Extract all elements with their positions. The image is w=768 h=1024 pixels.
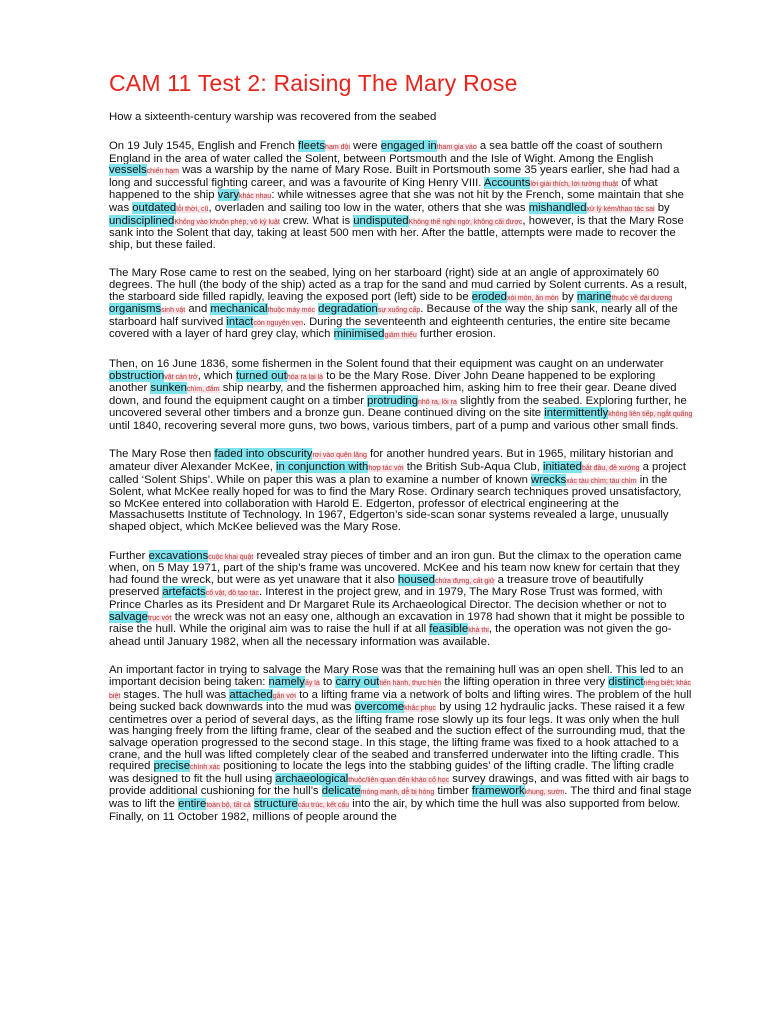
body-text: , overladen and sailing too low in the water, others that she was	[208, 201, 529, 214]
body-text: Then, on 16 June 1836, some fishermen in the Solent found that their equipment was caught on an underwater	[109, 357, 664, 370]
body-text: to a lifting frame via a network of bolts and lifting wires. The problem of the hull being sucked back downwards into the mud was	[109, 688, 692, 714]
body-text: . Because of the way the ship sank, nearly all of the starboard half survived	[109, 303, 678, 328]
body-text: The Mary Rose then	[109, 448, 215, 461]
highlighted-term: minimised	[333, 328, 385, 341]
body-text: On 19 July 1545, English and French	[109, 140, 299, 152]
body-text: the British Sub-Aqua Club,	[403, 461, 543, 474]
term-gloss: thuộc về đại dương	[611, 294, 673, 302]
page-subtitle: How a sixteenth-century warship was recovered from the seabed	[109, 111, 437, 123]
highlighted-term: overcome	[354, 701, 405, 714]
term-gloss: lời giải thích, lời tường thuật	[530, 180, 619, 188]
term-gloss: hạm đội	[325, 144, 350, 151]
term-gloss: giảm thiểu	[384, 332, 417, 340]
body-text: a treasure trove of beautifully preserved	[109, 573, 644, 599]
term-gloss: cuộc khai quật	[208, 553, 254, 561]
term-gloss: khắc phục	[404, 705, 437, 713]
body-text: by using 12 hydraulic jacks. These raised it a few centimetres over a period of several days, as the lifting frame rose slowly up its four legs. It was only when the hull was hanging freely from the lifting frame, clear of the seabed and the suction effect of the surrounding mud, that the salvage operation progressed to the second stage. In this stage, the lifting frame was fixed to a hook attached to a crane, and the hull was lifted completely clear of the seabed and transferred underwater into the lifting cradle. This required	[109, 701, 686, 773]
term-gloss: không liên tiếp, ngắt quãng	[608, 411, 693, 419]
body-text: . During the seventeenth and eighteenth centuries, the entire site became covered with a layer of hard grey clay, which	[109, 315, 671, 341]
paragraph	[109, 551, 695, 649]
term-gloss: vật cản trở	[164, 373, 198, 381]
highlighted-term: entire	[178, 797, 207, 810]
highlighted-term: undisputed	[353, 214, 409, 227]
body-text: further erosion.	[416, 328, 496, 341]
term-gloss: khả thi	[468, 627, 489, 635]
term-gloss: khung, sườn	[524, 789, 565, 797]
highlighted-term: turned out	[235, 369, 287, 382]
term-gloss: sinh vật	[161, 307, 186, 315]
document-page	[109, 70, 695, 840]
term-gloss: thuộc máy móc	[267, 307, 316, 315]
body-text: crew. What is	[279, 214, 354, 227]
term-gloss: cổ vật, đồ tạo tác	[205, 590, 260, 598]
body-text: Further	[109, 549, 149, 562]
highlighted-term: wrecks	[530, 473, 567, 486]
body-text: . Interest in the project grew, and in 1979, The Mary Rose Trust was formed, with Prince Charles as its President and Dr Margaret Rule its Archaeological Director. The decision whether or not to	[109, 586, 667, 611]
page-title: CAM 11 Test 2: Raising The Mary Rose	[109, 70, 518, 96]
highlighted-term: structure	[253, 797, 298, 810]
paragraph	[109, 665, 695, 823]
body-text: the wreck was not an easy one, although an excavation in 1978 had shown that it might be possible to raise the hull. While the original aim was to raise the hull if at all	[109, 610, 685, 636]
highlighted-term: undisciplined	[109, 214, 175, 227]
highlighted-term: namely	[268, 675, 305, 688]
article-body	[109, 141, 695, 823]
body-text: The Mary Rose came to rest on the seabed, lying on her starboard (right) side at an angle of approximately 60 degrees. The hull (the body of the ship) acted as a trap for the sand and mud carried by Solent currents. As a result, the starboard side filled rapidly, leaving the exposed port (left) side to be	[109, 267, 688, 303]
highlighted-term: excavations	[148, 549, 209, 562]
highlighted-term: engaged in	[380, 140, 437, 152]
term-gloss: xói mòn, ăn mòn	[506, 294, 559, 302]
term-gloss: lỗi thời, cũ	[176, 205, 209, 213]
paragraph	[109, 359, 695, 433]
term-gloss: hóa ra lại là	[286, 373, 324, 381]
paragraph	[109, 268, 695, 342]
highlighted-term: in conjunction with	[276, 461, 369, 474]
term-gloss: hợp tác với	[368, 465, 404, 473]
term-gloss: chính xác	[190, 764, 220, 772]
body-text: a project called ‘Solent Ships’. While on paper this was a plan to examine a number of known	[109, 461, 686, 486]
body-text: revealed stray pieces of timber and an iron gun. But the climax to the operation came when, on 5 May 1971, part of the ship’s frame was uncovered. McKee and his team now knew for certain that they had found the wreck, but were as yet unaware that it also	[109, 549, 682, 586]
term-gloss: bắt đầu, đề xướng	[581, 465, 640, 473]
highlighted-term: faded into obscurity	[214, 448, 313, 461]
body-text: and	[185, 303, 211, 316]
term-gloss: ấy là	[304, 679, 320, 687]
term-gloss: khác nhau	[239, 193, 272, 201]
term-gloss: riêng biệt; khác biệt	[109, 679, 691, 700]
body-text: for another hundred years. But in 1965, military historian and amateur diver Alexander McKee,	[109, 448, 674, 474]
highlighted-term: attached	[229, 688, 273, 701]
highlighted-term: intact	[226, 315, 254, 328]
body-text: stages. The hull was	[120, 688, 230, 701]
highlighted-term: delicate	[321, 785, 361, 798]
body-text: timber	[434, 785, 472, 798]
highlighted-term: feasible	[429, 623, 469, 636]
highlighted-term: housed	[397, 573, 435, 586]
term-gloss: xử lý kém/thao tác sai	[586, 205, 655, 213]
body-text: in the Solent, what McKee really hoped for was to find the Mary Rose. Ordinary search techniques proved unsatisfactory, so McKee entered into collaboration with Harold E. Edgerton, professor of electrical engineering at the Massachusetts Institute of Technology. In 1967, Edgerton’s side-scan sonar systems revealed a large, unusually shaped object, which McKee believed was the Mary Rose.	[109, 473, 682, 534]
body-text: : while witnesses agree that she was not hit by the French, some maintain that she was	[109, 189, 684, 214]
body-text: by	[558, 290, 577, 303]
term-gloss: chiến hạm	[146, 168, 179, 176]
highlighted-term: outdated	[132, 201, 177, 214]
term-gloss: nhô ra, lồi ra	[418, 398, 457, 406]
highlighted-term: carry out	[335, 675, 380, 688]
body-text: slightly from the seabed. Exploring further, he uncovered several other timbers and a bronze gun. Deane continued diving on the site	[109, 394, 687, 420]
body-text: An important factor in trying to salvage the Mary Rose was that the remaining hull was an open shell. This led to an important decision being taken:	[109, 664, 684, 688]
body-text: to	[319, 675, 336, 688]
term-gloss: xác tàu chìm; tàu chìm	[566, 477, 637, 485]
body-text: by	[654, 201, 670, 214]
body-text: until 1840, recovering several more guns, two bows, various timbers, part of a pump and various other small finds.	[109, 419, 679, 432]
term-gloss: còn nguyên vẹn	[253, 319, 303, 327]
body-text: to be the Mary Rose. Diver John Deane happened to be exploring another	[109, 369, 656, 395]
highlighted-term: protruding	[367, 394, 418, 407]
body-text: . The third and final stage was to lift the	[109, 785, 692, 810]
highlighted-term: framework	[471, 785, 525, 798]
term-gloss: tham gia vào	[436, 144, 477, 151]
body-text: ship nearby, and the fishermen approached him, asking him to free their gear. Deane dived down, and found the equipment caught on a timber	[109, 382, 677, 407]
highlighted-term: sunken	[150, 382, 187, 395]
term-gloss: chìm, đắm	[186, 386, 220, 394]
body-text: was a warship by the name of Mary Rose. Built in Portsmouth some 35 years earlier, she had had a long and successful fighting career, and was a favourite of King Henry VIII.	[109, 164, 680, 189]
body-text: survey drawings, and was fitted with air bags to provide additional cushioning for the hull’s	[109, 772, 689, 798]
highlighted-term: Accounts	[483, 176, 531, 189]
highlighted-term: obstruction	[109, 369, 165, 382]
body-text: of what happened to the ship	[109, 176, 658, 202]
term-gloss: rơi vào quên lãng	[312, 452, 367, 460]
highlighted-term: eroded	[471, 290, 507, 303]
body-text: , however, is that the Mary Rose sank into the Solent that day, taking at least 500 men with her. After the battle, attempts were made to recover the ship, but these failed.	[109, 214, 684, 251]
highlighted-term: marine	[576, 290, 612, 303]
body-text: , the operation was not given the go-ahead until January 1982, when all the necessary information was available.	[109, 623, 672, 648]
term-gloss: Không vào khuôn phép, vô kỷ luật	[174, 218, 280, 226]
highlighted-term: vessels	[109, 164, 147, 177]
term-gloss: gắn với	[272, 692, 296, 700]
highlighted-term: initiated	[543, 461, 582, 474]
term-gloss: Không thể nghi ngờ, không cãi được	[408, 218, 523, 226]
body-text: a sea battle off the coast of southern England in the area of water called the Solent, between Portsmouth and the Isle of Wight. Among the English	[109, 140, 663, 165]
term-gloss: trục vớt	[147, 614, 172, 622]
term-gloss: thuộc/liên quan đến khảo cổ học	[348, 776, 450, 784]
term-gloss: mỏng manh, dễ bị hỏng	[360, 789, 435, 797]
highlighted-term: degradation	[318, 303, 378, 316]
body-text: the lifting operation in three very	[441, 675, 609, 688]
highlighted-term: mechanical	[210, 303, 268, 316]
term-gloss: cấu trúc, kết cấu	[297, 801, 350, 809]
term-gloss: tiến hành, thực hiện	[379, 679, 442, 687]
highlighted-term: organisms	[109, 303, 162, 316]
highlighted-term: salvage	[109, 610, 148, 623]
body-text: positioning to locate the legs into the stabbing guides’ of the lifting cradle. The lifting cradle was designed to fit the hull using	[109, 760, 675, 785]
highlighted-term: distinct	[608, 675, 644, 688]
term-gloss: chứa đựng, cất giữ	[434, 577, 495, 585]
body-text: into the air, by which time the hull was also supported from below. Finally, on 11 October 1982, millions of people around the	[109, 797, 681, 823]
highlighted-term: precise	[153, 760, 191, 773]
body-text: were	[349, 140, 381, 152]
highlighted-term: vary	[217, 189, 240, 202]
highlighted-term: artefacts	[162, 586, 206, 599]
term-gloss: toàn bộ, tất cả	[206, 801, 251, 809]
highlighted-term: fleets	[298, 140, 326, 152]
highlighted-term: intermittently	[544, 407, 609, 420]
term-gloss: sự xuống cấp	[377, 307, 421, 315]
paragraph	[109, 449, 695, 533]
paragraph	[109, 141, 695, 251]
highlighted-term: archaeological	[275, 772, 349, 785]
highlighted-term: mishandled	[528, 201, 587, 214]
body-text: , which	[197, 369, 236, 382]
